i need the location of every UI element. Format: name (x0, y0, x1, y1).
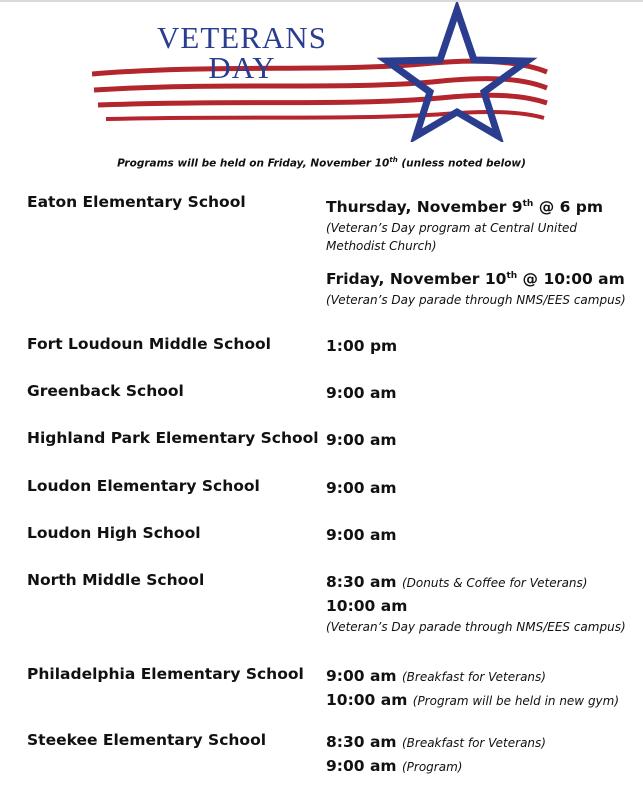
subtitle: Programs will be held on Friday, November 10th (unless noted below) (117, 156, 526, 170)
schedule-time: 9:00 am (326, 431, 397, 449)
schedule-note: (Veteran’s Day program at Central United Methodist Church) (326, 221, 578, 254)
school-name: Fort Loudoun Middle School (27, 335, 271, 353)
schedule-note: (Veteran’s Day parade through NMS/EES campus) (326, 293, 626, 308)
schedule-note: (Breakfast for Veterans) (401, 736, 546, 750)
flag-star-logo (92, 2, 552, 142)
banner-title-line1: VETERANS (157, 20, 327, 55)
school-name: Loudon High School (27, 524, 201, 542)
schedule-note: (Breakfast for Veterans) (401, 670, 546, 684)
schedule-time: 9:00 am (326, 526, 397, 544)
school-name: Philadelphia Elementary School (27, 665, 304, 683)
school-name: Steekee Elementary School (27, 731, 267, 749)
schedule-date-line: Friday, November 10th @ 10:00 am (326, 270, 625, 289)
schedule (326, 731, 626, 779)
schedule (326, 193, 626, 309)
school-name: Greenback School (27, 382, 184, 400)
banner-title-line2: DAY (208, 50, 276, 85)
schedule-time: 9:00 am (326, 384, 397, 402)
schedule-date-line: Thursday, November 9th @ 6 pm (326, 198, 604, 217)
flag-stripe (94, 79, 547, 90)
schedule (326, 665, 626, 713)
veterans-day-banner (92, 2, 552, 142)
schedule (326, 382, 626, 405)
school-name: Highland Park Elementary School (27, 429, 319, 447)
school-name: Loudon Elementary School (27, 477, 260, 495)
school-name: Eaton Elementary School (27, 193, 246, 211)
flag-stripe (106, 112, 544, 119)
schedule (326, 477, 626, 500)
schedule (326, 429, 626, 452)
schedule (326, 524, 626, 547)
schedule-time-line: 8:30 am (Breakfast for Veterans) (326, 733, 546, 751)
schedule-time-line: 9:00 am (Breakfast for Veterans) (326, 667, 546, 685)
schedule (326, 571, 626, 636)
schedule-note: (Donuts & Coffee for Veterans) (401, 576, 588, 590)
schedule-note: (Program) (401, 760, 463, 774)
schedule-note: (Veteran’s Day parade through NMS/EES campus) (326, 620, 626, 634)
schedule-time: 9:00 am (326, 479, 397, 497)
schedule-time: 1:00 pm (326, 337, 398, 355)
flag-stripe (98, 95, 547, 105)
schedule (326, 335, 626, 358)
schedule-time: 10:00 am (326, 597, 408, 615)
schedule-time-line: 8:30 am (Donuts & Coffee for Veterans) (326, 573, 588, 591)
schedule-time-line: 9:00 am (Program) (326, 757, 463, 775)
schedule-time-line: 10:00 am (Program will be held in new gym) (326, 691, 620, 709)
schedule-note: (Program will be held in new gym) (412, 694, 620, 708)
school-name: North Middle School (27, 571, 205, 589)
